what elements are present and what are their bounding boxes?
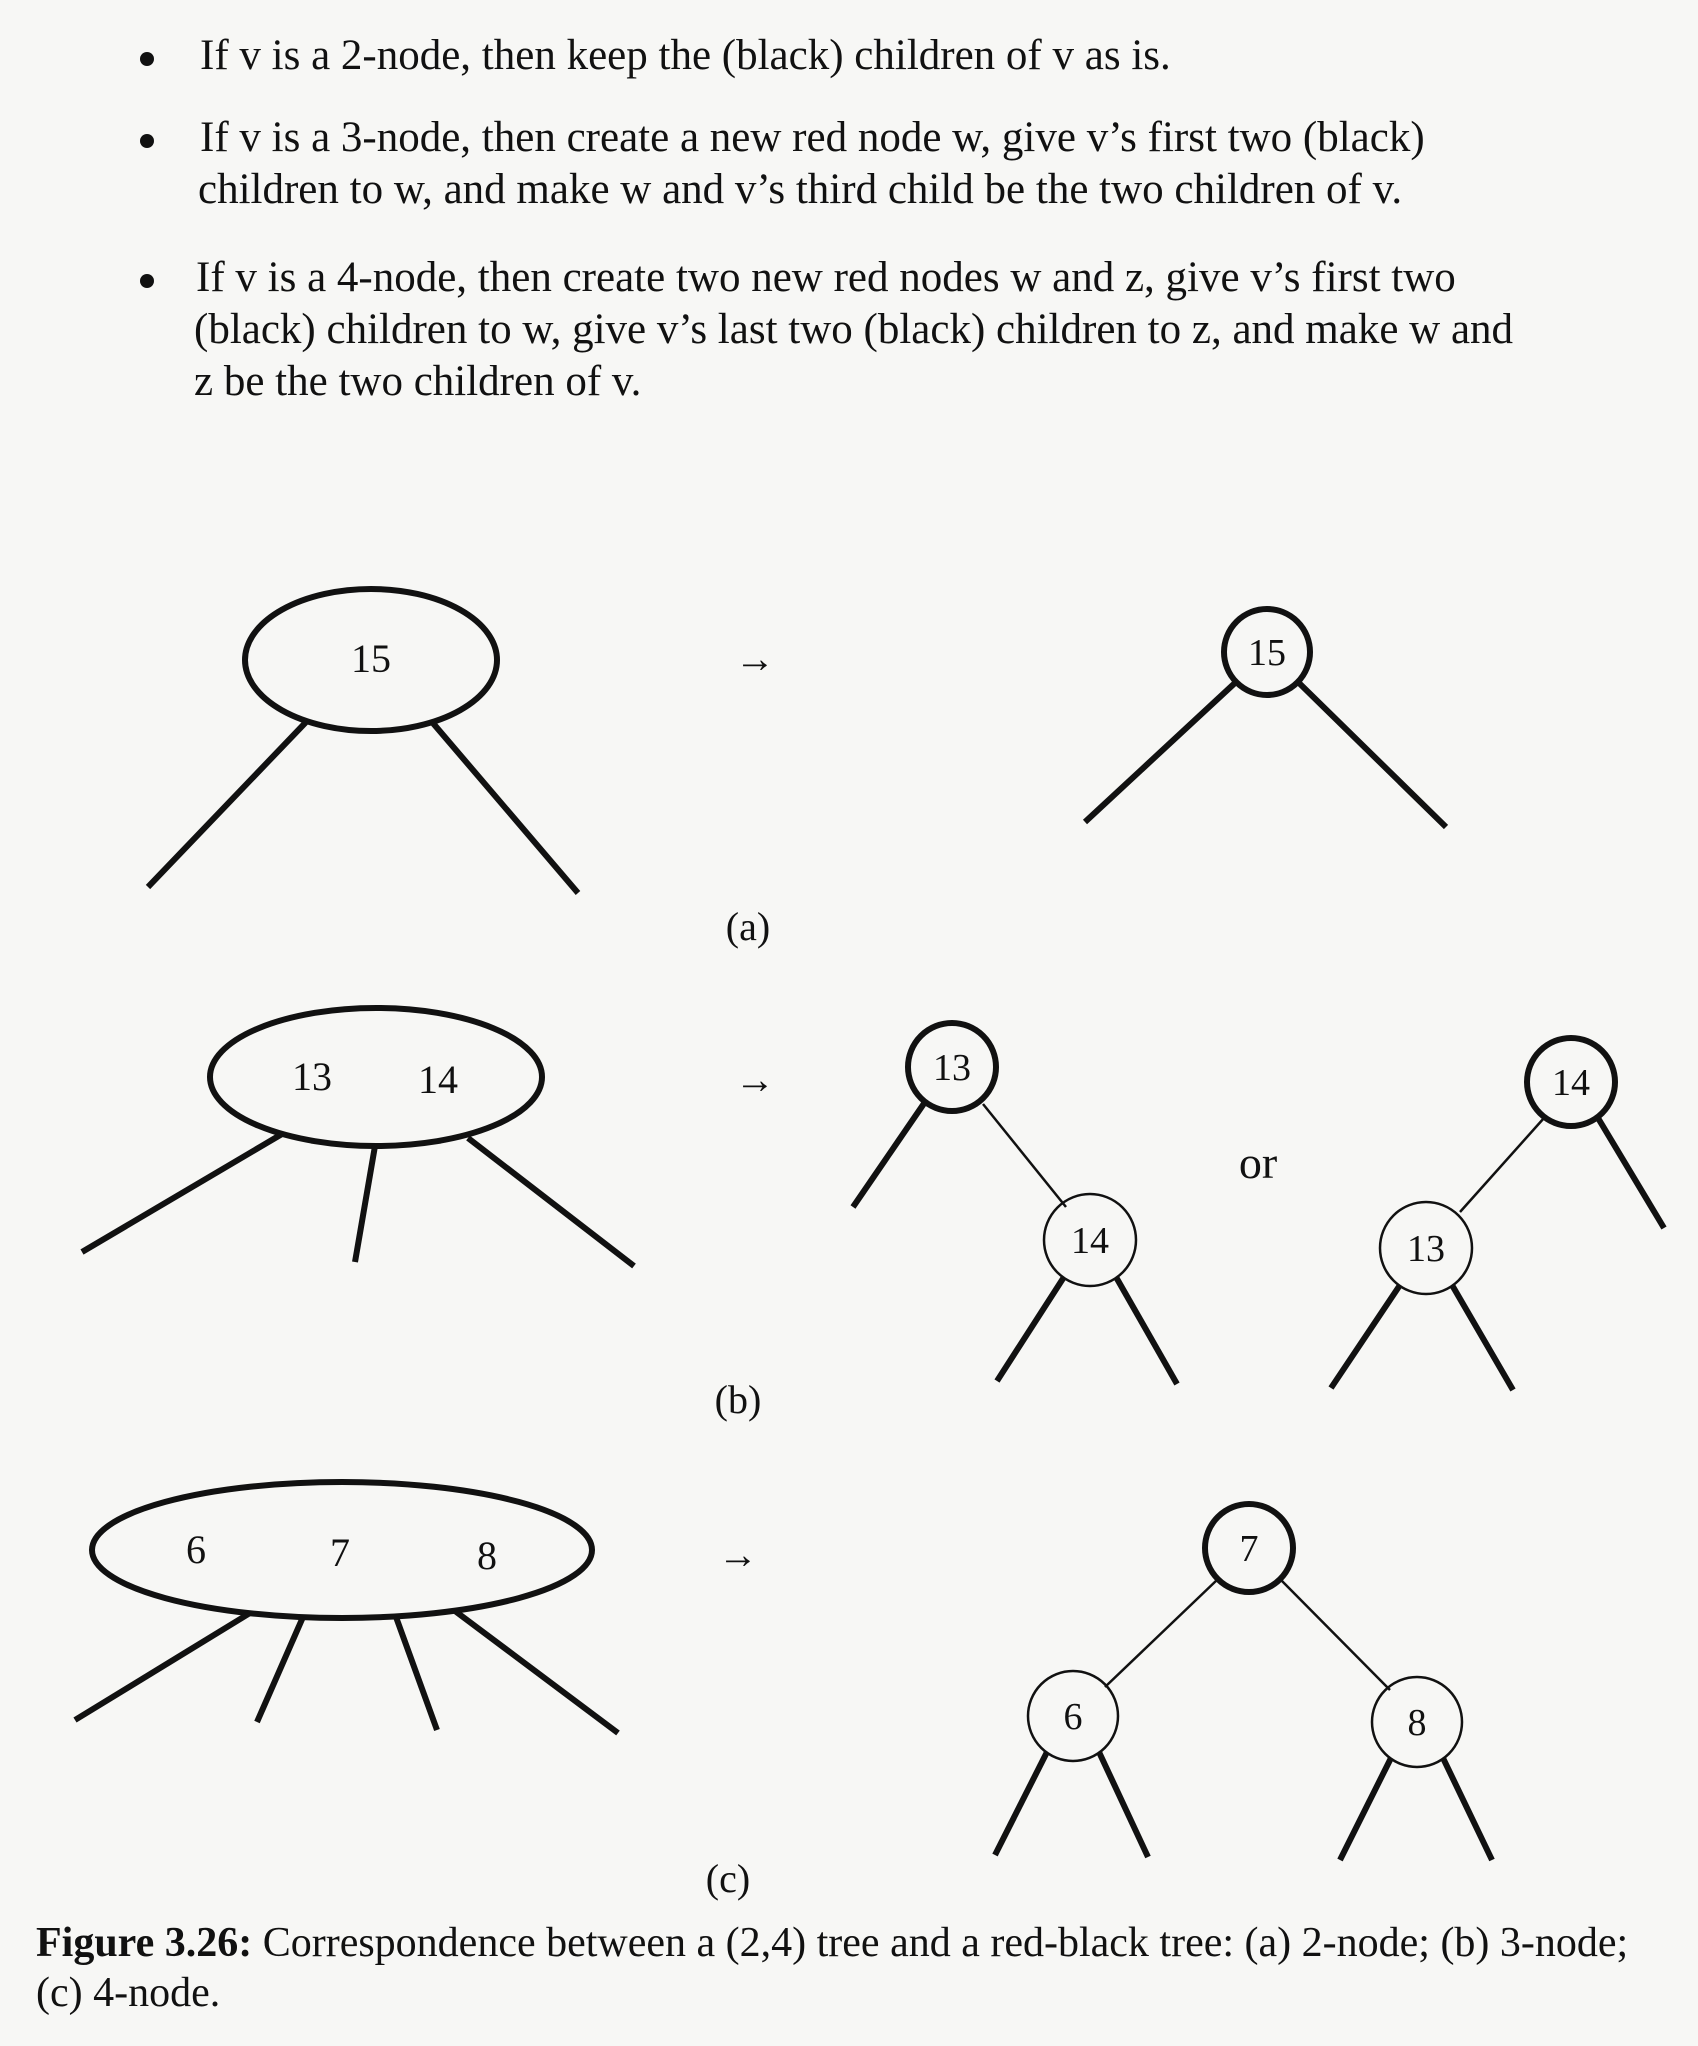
node-key: 14 (1071, 1220, 1109, 1262)
node-key: 15 (351, 636, 391, 681)
bullet-line: If v is a 2-node, then keep the (black) children of v as is. (200, 32, 1171, 79)
child-edge (396, 1617, 437, 1730)
node-key: 6 (1063, 1696, 1083, 1738)
child-edge (995, 1752, 1047, 1855)
child-edge (1298, 682, 1446, 827)
caption-text: Correspondence between a (2,4) tree and a red-black tree: (a) 2-node; (b) 3-node; (c) 4-node. (36, 1920, 1629, 2016)
panel-label: (a) (725, 904, 771, 949)
panel-b (82, 1008, 1664, 1422)
node-2-4-three-node (210, 1008, 542, 1146)
red-link (1105, 1579, 1218, 1687)
child-edge (1598, 1118, 1664, 1228)
child-edge (148, 720, 308, 887)
child-edge (1331, 1285, 1400, 1388)
node-key: 6 (186, 1527, 206, 1572)
panel-label: (c) (705, 1856, 751, 1901)
child-edge (75, 1613, 250, 1720)
child-edge (853, 1102, 925, 1207)
panel-a (148, 589, 1446, 949)
node-key: 8 (477, 1533, 497, 1578)
bullet-line: children to w, and make w and v’s third child be the two children of v. (198, 166, 1403, 213)
bullet-line: If v is a 4-node, then create two new red nodes w and z, give v’s first two (196, 254, 1456, 301)
node-key: 7 (1239, 1528, 1259, 1570)
red-link (983, 1104, 1066, 1207)
child-edge (1443, 1758, 1492, 1860)
child-edge (257, 1617, 303, 1722)
child-edge (1099, 1752, 1148, 1857)
bullet-line: z be the two children of v. (194, 358, 642, 405)
figure-caption (36, 1918, 1676, 2018)
node-key: 13 (933, 1047, 971, 1089)
node-key: 14 (418, 1057, 458, 1102)
child-edge (1116, 1277, 1177, 1384)
panel-c (75, 1482, 1492, 1901)
red-link (1460, 1118, 1544, 1212)
transform-arrow: → (718, 1532, 758, 1577)
bullet-line: (black) children to w, give v’s last two (black) children to z, and make w and (194, 306, 1514, 353)
child-edge (997, 1277, 1064, 1381)
child-edge (468, 1138, 634, 1266)
child-edge (1085, 682, 1236, 822)
child-edge (455, 1611, 618, 1733)
panel-label: (b) (714, 1377, 762, 1422)
child-edge (432, 722, 578, 893)
node-key: 8 (1407, 1702, 1427, 1744)
red-link (1280, 1579, 1390, 1690)
bullet-line: If v is a 3-node, then create a new red node w, give v’s first two (black) (200, 114, 1425, 161)
node-key: 13 (292, 1054, 332, 1099)
child-edge (355, 1146, 375, 1262)
node-key: 7 (330, 1530, 350, 1575)
transform-arrow: → (735, 1057, 775, 1102)
figure-number: Figure 3.26: (36, 1920, 253, 1966)
child-edge (1452, 1285, 1513, 1390)
node-key: 15 (1248, 632, 1286, 674)
node-key: 14 (1552, 1062, 1590, 1104)
child-edge (1340, 1758, 1391, 1860)
node-key: 13 (1407, 1228, 1445, 1270)
transform-arrow: → (735, 636, 775, 681)
or-label: or (1238, 1137, 1278, 1188)
child-edge (82, 1134, 282, 1252)
